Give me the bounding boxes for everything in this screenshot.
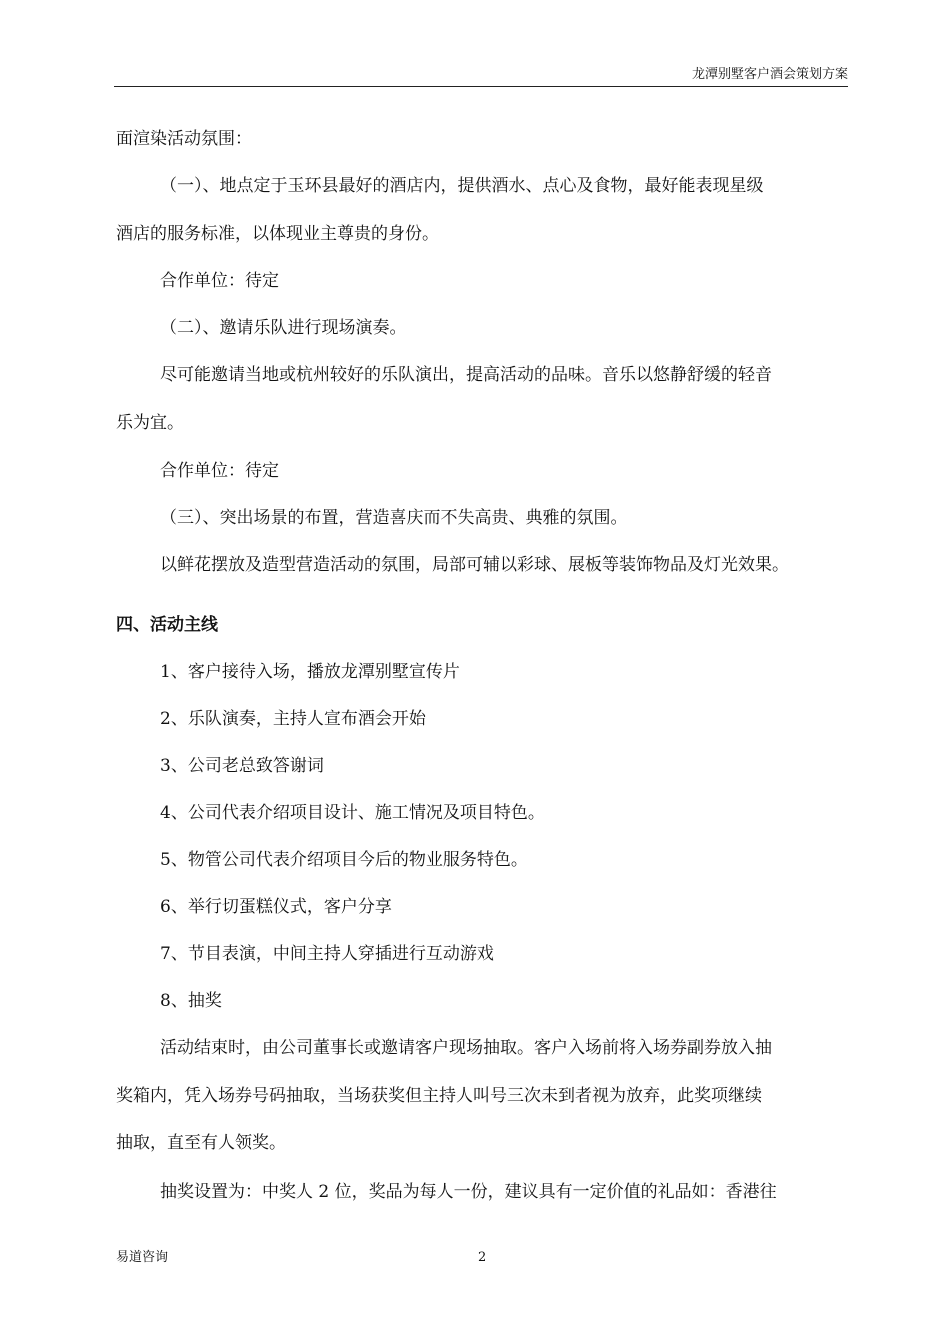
body-paragraph-continued: 抽取，直至有人领奖。 bbox=[116, 1133, 286, 1153]
body-paragraph: 活动结束时，由公司董事长或邀请客户现场抽取。客户入场前将入场券副券放入抽 bbox=[160, 1038, 772, 1058]
body-paragraph: 合作单位：待定 bbox=[160, 461, 279, 481]
section-heading: 四、活动主线 bbox=[116, 615, 218, 635]
body-paragraph: 尽可能邀请当地或杭州较好的乐队演出，提高活动的品味。音乐以悠静舒缓的轻音 bbox=[160, 365, 772, 385]
body-paragraph: （三）、突出场景的布置，营造喜庆而不失高贵、典雅的氛围。 bbox=[160, 508, 628, 528]
body-paragraph-continued: 奖箱内，凭入场券号码抽取，当场获奖但主持人叫号三次未到者视为放弃，此奖项继续 bbox=[116, 1086, 762, 1106]
list-item: 3、公司老总致答谢词 bbox=[160, 756, 324, 776]
body-paragraph: 以鲜花摆放及造型营造活动的氛围，局部可辅以彩球、展板等装饰物品及灯光效果。 bbox=[160, 555, 789, 575]
body-paragraph: （一）、地点定于玉环县最好的酒店内，提供酒水、点心及食物，最好能表现星级 bbox=[160, 176, 764, 196]
header-rule bbox=[114, 86, 848, 87]
list-item: 7、节目表演，中间主持人穿插进行互动游戏 bbox=[160, 944, 494, 964]
body-paragraph: 面渲染活动氛围： bbox=[116, 129, 252, 149]
list-item: 4、公司代表介绍项目设计、施工情况及项目特色。 bbox=[160, 803, 545, 823]
list-item: 8、抽奖 bbox=[160, 991, 222, 1011]
header-title: 龙潭别墅客户酒会策划方案 bbox=[691, 67, 848, 82]
body-paragraph: 抽奖设置为：中奖人 2 位，奖品为每人一份，建议具有一定价值的礼品如：香港往 bbox=[160, 1182, 777, 1202]
footer-company: 易道咨询 bbox=[116, 1250, 169, 1265]
list-item: 2、乐队演奏，主持人宣布酒会开始 bbox=[160, 709, 426, 729]
body-paragraph: （二）、邀请乐队进行现场演奏。 bbox=[160, 318, 407, 338]
body-paragraph: 合作单位：待定 bbox=[160, 271, 279, 291]
body-paragraph-continued: 酒店的服务标准，以体现业主尊贵的身份。 bbox=[116, 224, 439, 244]
list-item: 1、客户接待入场，播放龙潭别墅宣传片 bbox=[160, 662, 460, 682]
body-paragraph-continued: 乐为宜。 bbox=[116, 413, 184, 433]
list-item: 5、物管公司代表介绍项目今后的物业服务特色。 bbox=[160, 850, 528, 870]
page-number: 2 bbox=[478, 1250, 487, 1265]
list-item: 6、举行切蛋糕仪式，客户分享 bbox=[160, 897, 392, 917]
